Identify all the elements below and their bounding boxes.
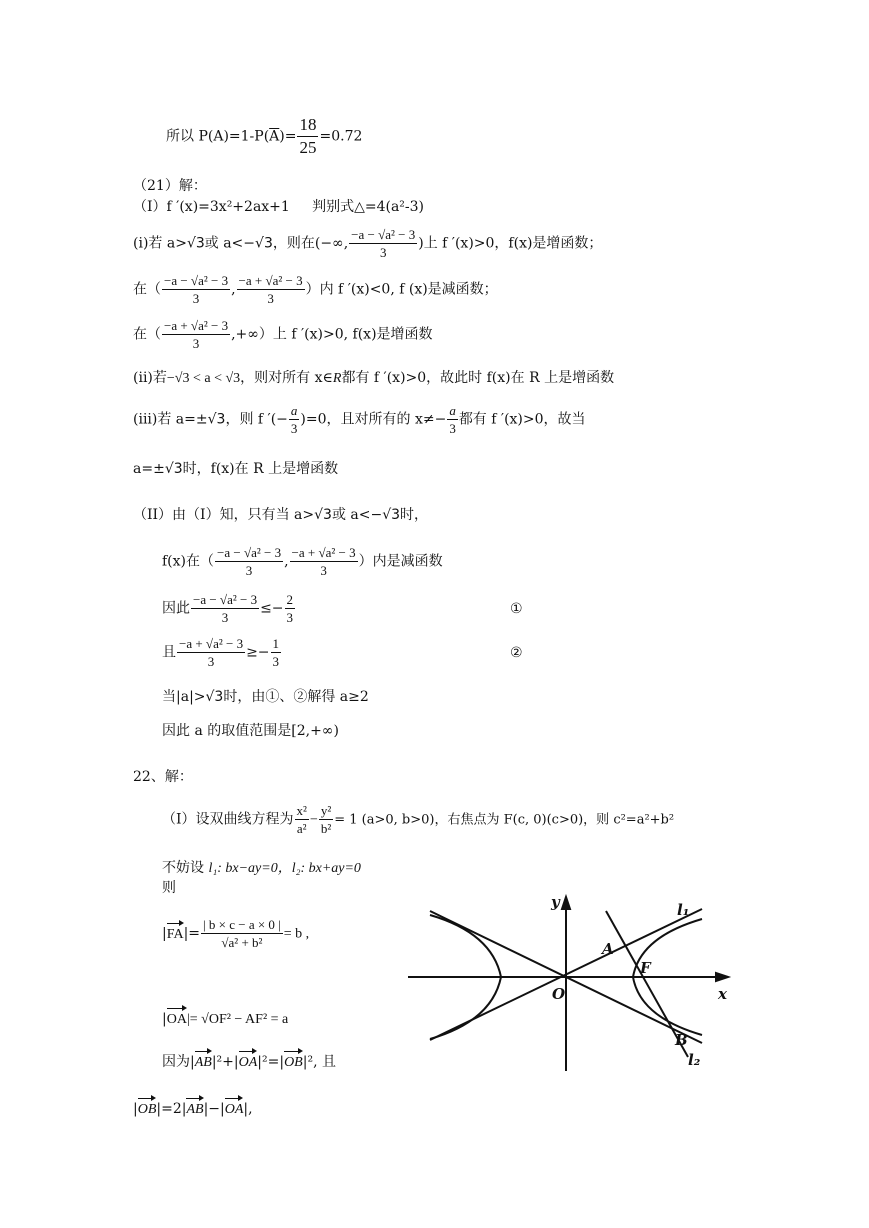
denominator: b² [320,821,332,836]
y-arrow [562,897,570,909]
label-y: y [551,893,560,911]
label-l1: l₁ [677,901,690,919]
line-case-iii-cont [133,459,338,479]
numerator: | b × c − a × 0 | [203,917,281,932]
denominator: 3 [320,563,327,578]
line-part-i [133,197,424,217]
hyperbola-figure [406,893,736,1073]
asymptotes: l₁: bx−ay=0，l₂: bx+ay=0 [208,861,361,876]
vector-oa: OA [225,1096,244,1120]
text: |²+| [211,1054,239,1070]
line-ob [133,1096,253,1120]
fraction [177,635,245,670]
fraction [290,544,358,579]
numerator: −a + √a² − 3 [164,318,229,333]
heading-21: （21）解： [133,178,207,194]
sqrt3: √3 [164,461,183,477]
label-f: F [640,959,651,977]
line-fa [162,916,309,951]
text: ,+∞）上 f ′(x)>0, f(x)是增函数 [231,326,433,343]
text: = b , [283,926,310,942]
fraction [289,402,300,437]
sqrt3: √3 [205,689,224,705]
numerator: a [449,403,456,418]
text: ≥− [246,644,270,661]
fraction [162,272,230,307]
denominator: 3 [221,610,229,625]
sqrt3: √3 [186,235,205,252]
text: 在（ [133,326,161,343]
label-x: x [718,985,727,1003]
vector-ab: AB [186,1096,203,1120]
vector-ob: OB [284,1049,303,1073]
equation-marker-2: ② [510,645,523,661]
text: (iii)若 a=± [133,411,208,428]
derivative: f ′(x)=3x²+2ax+1 [166,199,290,215]
denominator: 3 [449,421,456,436]
text: 且 [162,644,176,661]
text: 时，由①、②解得 a≥2 [223,689,369,705]
text: |= √OF² − AF² = a [186,1012,289,1027]
numerator: −a − √a² − 3 [164,273,229,288]
reals: R [332,371,342,386]
text: 当|a|> [162,689,206,705]
text: =0.72 [319,128,363,145]
text: )= [279,128,297,145]
text: 在（ [133,281,161,298]
denominator: 3 [207,654,215,669]
line-hyperbola [162,802,674,837]
text: f(x)在（ [162,553,215,570]
numerator: a [290,403,298,418]
fraction [201,916,283,951]
text: ）内 f ′(x)<0, f (x)是减函数； [305,281,498,298]
label-o: O [552,985,566,1003]
vector-ab: AB [195,1049,212,1073]
text: |, [243,1101,253,1117]
numerator: y² [320,803,332,818]
denominator: a² [296,821,307,836]
equation-marker-1: ① [510,601,523,617]
denominator: 3 [272,654,280,669]
text: ，则对所有 x∈ [240,370,333,386]
line-ineq-1 [162,591,296,626]
text: )=0，且对所有的 x≠− [300,411,447,428]
line-assume [162,858,361,879]
text: | [162,925,167,942]
minus: − [309,812,318,828]
comma: , [231,281,236,298]
line-decreasing [162,544,443,579]
line-case-i [133,226,602,261]
text: (i)若 a> [133,235,187,252]
heading-22: 22、解： [133,769,193,785]
text: |−| [203,1101,225,1117]
line-range: 因此 a 的取值范围是[2,+∞) [162,723,339,739]
numerator: 2 [286,592,294,607]
fraction [447,402,458,437]
denominator: 3 [192,291,200,306]
text: = 1 (a>0, b>0)，右焦点为 F(c, 0)(c>0)，则 c²=a²+b² [334,812,675,828]
label-b: B [675,1031,688,1049]
text: 都有 f ′(x)>0，故当 [458,411,586,428]
line-case-iii [133,402,586,437]
text: 因为| [162,1054,195,1070]
text: （I） [133,199,167,215]
fraction [271,635,282,670]
comma: , [284,553,289,570]
numerator: −a + √a² − 3 [238,273,303,288]
text: 或 a<− [204,235,256,252]
text: 不妨设 [162,860,209,876]
vector-ob: OB [138,1096,157,1120]
denominator: 3 [379,245,387,260]
line-interval-dec [133,272,498,307]
text: ，则在(−∞, [272,235,349,252]
text: | [133,1101,138,1117]
line-part-ii [133,505,428,525]
sqrt3: √3 [382,507,401,523]
text: | [162,1011,167,1027]
vector-fa: FA [167,921,184,945]
fraction [297,114,318,159]
denominator: 25 [299,138,317,157]
numerator: −a − √a² − 3 [351,227,416,242]
fraction [162,317,230,352]
sqrt3: √3 [207,411,226,428]
line-interval-inc [133,317,433,352]
fraction [285,591,296,626]
line-case-ii [133,368,614,389]
fraction [319,802,333,837]
denominator: √a² + b² [221,935,263,950]
text: a=± [133,461,165,477]
line-ineq-2 [162,635,282,670]
text: (ii)若 [133,370,167,386]
a-bar: $\overline{A}$ [269,128,280,145]
line-pa [166,114,362,159]
line-solve [162,687,369,707]
line-then: 则 [162,880,176,896]
label-a: A [602,940,614,958]
numerator: −a + √a² − 3 [179,636,244,651]
x-arrow [716,973,728,981]
numerator: −a + √a² − 3 [291,545,356,560]
text: |= [183,925,201,942]
label-l2: l₂ [688,1051,701,1069]
fraction [237,272,305,307]
sqrt3: √3 [255,235,273,252]
numerator: 18 [297,114,318,137]
text: ，则 f ′(− [225,411,288,428]
text: |²=| [257,1054,285,1070]
discriminant: 判别式△=4(a²-3) [312,199,425,215]
numerator: −a − √a² − 3 [217,545,282,560]
text: ≤− [260,600,284,617]
text: ）内是减函数 [358,553,443,570]
sqrt3: √3 [314,507,332,523]
denominator: 3 [290,421,298,436]
denominator: 3 [286,610,294,625]
fraction [349,226,417,261]
text: （Ⅰ）设双曲线方程为 [162,811,294,828]
numerator: 1 [272,636,280,651]
line-oa [162,1006,288,1030]
text: |², 且 [302,1054,336,1070]
denominator: 3 [192,336,200,351]
text: 时， [400,507,429,523]
line-because [162,1049,336,1073]
vector-oa: OA [167,1006,187,1030]
text: 所以 P(A)=1-P( [166,128,270,145]
fraction [191,591,259,626]
numerator: x² [296,803,307,818]
text: 时，f(x)在 R 上是增函数 [182,461,339,477]
text: )上 f ′(x)>0，f(x)是增函数； [418,235,603,252]
text: 或 a<− [331,507,383,523]
denominator: 3 [245,563,253,578]
denominator: 3 [267,291,274,306]
vector-oa: OA [239,1049,258,1073]
inequality: −√3 < a < √3 [166,371,241,386]
fraction [295,802,309,837]
numerator: −a − √a² − 3 [193,592,258,607]
fraction [215,544,283,579]
text: 都有 f ′(x)>0，故此时 f(x)在 R 上是增函数 [341,370,615,386]
text: |=2| [156,1101,187,1117]
text: 因此 [162,600,190,617]
text: （II）由（I）知，只有当 a> [133,507,315,523]
